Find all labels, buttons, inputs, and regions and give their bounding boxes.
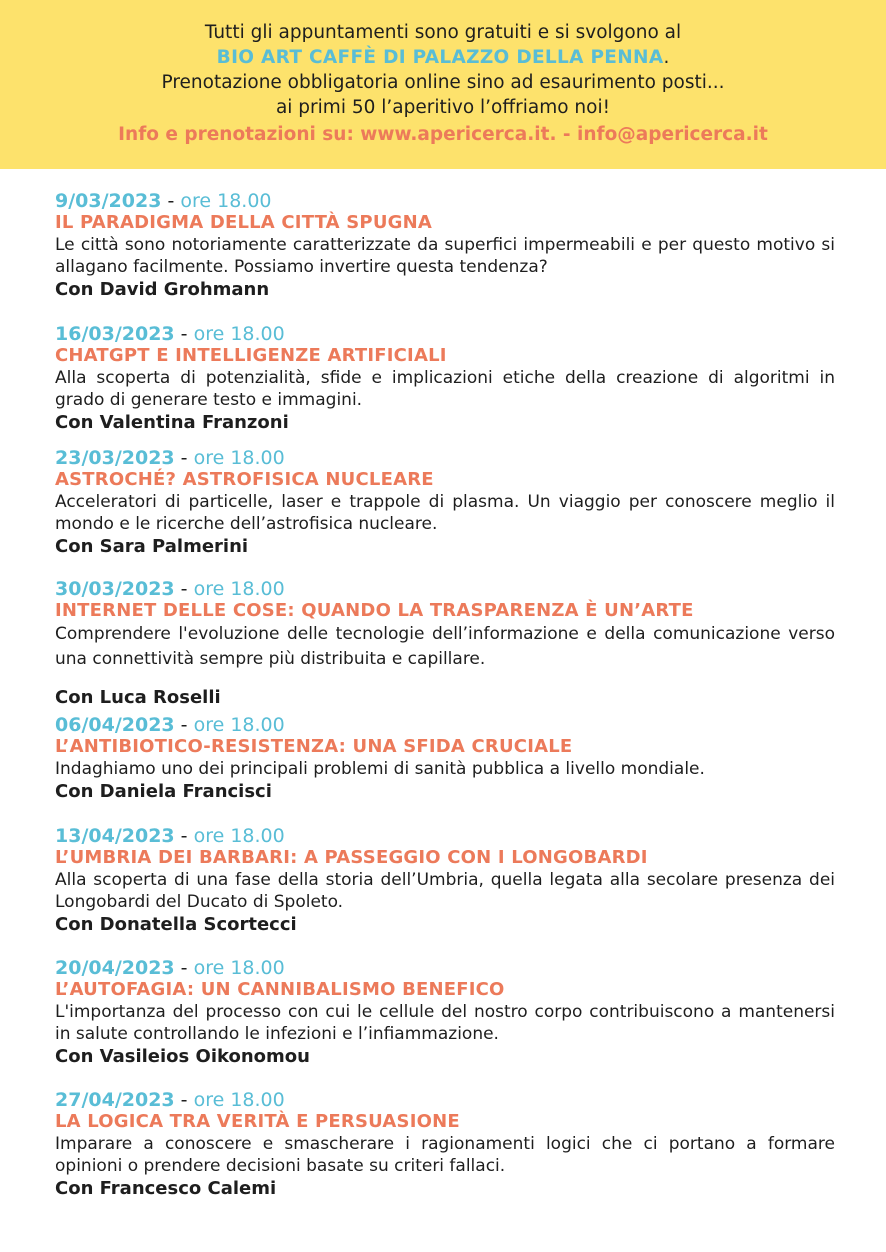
- event-separator: -: [174, 957, 194, 979]
- event-item: [55, 323, 835, 435]
- event-item: [55, 578, 835, 710]
- event-separator: -: [161, 190, 181, 212]
- event-date-line: [55, 714, 835, 736]
- event-speaker: Con Luca Roselli: [55, 687, 221, 708]
- event-time: ore 18.00: [193, 578, 285, 600]
- event-description: Alla scoperta di potenzialità, sfide e implicazioni etiche della creazione di algoritmi in grado di generare testo e immagini.: [55, 368, 835, 410]
- banner-contact-info: Info e prenotazioni su: www.apericerca.it. - info@apericerca.it: [118, 124, 768, 145]
- event-separator: -: [174, 825, 194, 847]
- event-item: [55, 714, 835, 804]
- venue-name: BIO ART CAFFÈ DI PALAZZO DELLA PENNA: [216, 47, 664, 68]
- event-title: ASTROCHÉ? ASTROFISICA NUCLEARE: [55, 469, 434, 490]
- event-speaker: Con Sara Palmerini: [55, 536, 249, 557]
- event-description: Alla scoperta di una fase della storia dell’Umbria, quella legata alla secolare presenza dei Longobardi del Ducato di Spoleto.: [55, 870, 835, 912]
- banner-booking: Prenotazione obbligatoria online sino ad esaurimento posti...: [161, 72, 725, 93]
- event-item: [55, 957, 835, 1069]
- event-speaker: Con David Grohmann: [55, 279, 270, 300]
- event-title: INTERNET DELLE COSE: QUANDO LA TRASPARENZA È UN’ARTE: [55, 600, 694, 621]
- event-description: Indaghiamo uno dei principali problemi di sanità pubblica a livello mondiale.: [55, 759, 705, 779]
- event-item: [55, 1089, 835, 1201]
- event-description: Comprendere l'evoluzione delle tecnologie dell’informazione e della comunicazione verso una connettività sempre più distribuita e capillare.: [55, 624, 835, 669]
- event-time: ore 18.00: [193, 447, 285, 469]
- event-date: 9/03/2023: [55, 190, 162, 212]
- event-date-line: [55, 190, 835, 212]
- event-title: CHATGPT E INTELLIGENZE ARTIFICIALI: [55, 345, 447, 366]
- event-time: ore 18.00: [180, 190, 272, 212]
- event-time: ore 18.00: [193, 1089, 285, 1111]
- event-description: Imparare a conoscere e smascherare i ragionamenti logici che ci portano a formare opinioni o prendere decisioni basate su criteri fallaci.: [55, 1134, 835, 1176]
- event-item: [55, 190, 835, 302]
- event-time: ore 18.00: [193, 957, 285, 979]
- banner-aperitivo: ai primi 50 l’aperitivo l’offriamo noi!: [275, 97, 611, 118]
- event-description: L'importanza del processo con cui le cellule del nostro corpo contribuiscono a mantenersi in salute controllando le infezioni e l’infiammazione.: [55, 1002, 835, 1044]
- event-separator: -: [174, 578, 194, 600]
- event-separator: -: [174, 323, 194, 345]
- banner-venue-line: [0, 45, 886, 70]
- event-speaker: Con Daniela Francisci: [55, 781, 272, 802]
- event-date: 13/04/2023: [55, 825, 175, 847]
- event-title: LA LOGICA TRA VERITÀ E PERSUASIONE: [55, 1111, 460, 1132]
- event-date: 27/04/2023: [55, 1089, 175, 1111]
- event-speaker: Con Valentina Franzoni: [55, 412, 289, 433]
- event-title: L’UMBRIA DEI BARBARI: A PASSEGGIO CON I LONGOBARDI: [55, 847, 648, 868]
- event-time: ore 18.00: [193, 714, 285, 736]
- event-date-line: [55, 323, 835, 345]
- event-title: IL PARADIGMA DELLA CITTÀ SPUGNA: [55, 212, 433, 233]
- event-separator: -: [174, 1089, 194, 1111]
- event-title: L’ANTIBIOTICO-RESISTENZA: UNA SFIDA CRUCIALE: [55, 736, 573, 757]
- event-date: 23/03/2023: [55, 447, 175, 469]
- event-description: Le città sono notoriamente caratterizzate da superfici impermeabili e per questo motivo si allagano facilmente. Possiamo invertire questa tendenza?: [55, 235, 835, 277]
- event-speaker: Con Vasileios Oikonomou: [55, 1046, 310, 1067]
- event-speaker: Con Donatella Scortecci: [55, 914, 297, 935]
- event-date: 30/03/2023: [55, 578, 175, 600]
- event-time: ore 18.00: [193, 323, 285, 345]
- event-speaker: Con Francesco Calemi: [55, 1178, 277, 1199]
- event-date-line: [55, 447, 835, 469]
- event-date-line: [55, 957, 835, 979]
- event-item: [55, 447, 835, 559]
- event-date-line: [55, 825, 835, 847]
- banner-intro: Tutti gli appuntamenti sono gratuiti e si svolgono al: [204, 22, 682, 43]
- info-banner: [0, 0, 886, 169]
- event-date: 06/04/2023: [55, 714, 175, 736]
- event-time: ore 18.00: [193, 825, 285, 847]
- event-description: Acceleratori di particelle, laser e trappole di plasma. Un viaggio per conoscere meglio il mondo e le ricerche dell’astrofisica nucleare.: [55, 492, 835, 534]
- event-item: [55, 825, 835, 937]
- venue-dot: .: [663, 47, 670, 68]
- event-date-line: [55, 1089, 835, 1111]
- event-title: L’AUTOFAGIA: UN CANNIBALISMO BENEFICO: [55, 979, 505, 1000]
- event-date: 20/04/2023: [55, 957, 175, 979]
- event-separator: -: [174, 447, 194, 469]
- event-date-line: [55, 578, 835, 600]
- event-separator: -: [174, 714, 194, 736]
- event-date: 16/03/2023: [55, 323, 175, 345]
